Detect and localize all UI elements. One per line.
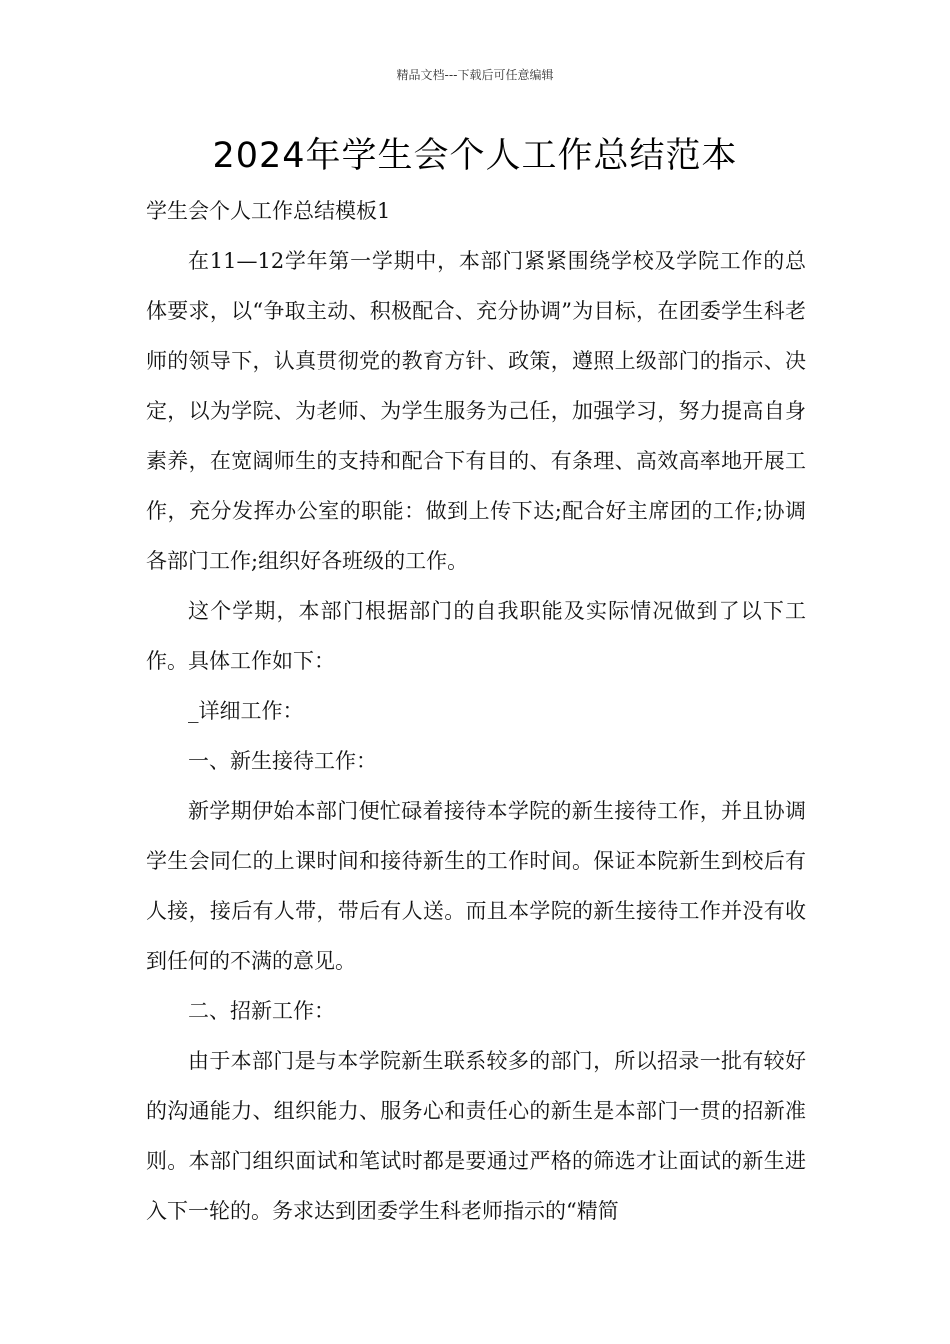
subtitle-paragraph: 学生会个人工作总结模板1 [146,199,391,223]
body-paragraph: 在11—12学年第一学期中，本部门紧紧围绕学校及学院工作的总体要求，以“争取主动、积极配合、充分协调”为目标，在团委学生科老师的领导下，认真贯彻党的教育方针、政策，遵照上级部门的指示、决定，以为学院、为老师、为学生服务为己任，加强学习，努力提高自身素养，在宽阔师生的支持和配合下有目的、有条理、高效高率地开展工作，充分发挥办公室的职能：做到上传下达;配合好主席团的工作;协调各部门工作;组织好各班级的工作。 [146,249,806,573]
document-title: 2024年学生会个人工作总结范本 [212,136,738,176]
section-heading: _详细工作： [188,699,304,723]
section-heading: 一、新生接待工作： [188,749,377,773]
page-header-note: 精品文档---下载后可任意编辑 [396,68,554,82]
section-heading: 二、招新工作： [188,999,335,1023]
body-paragraph: 新学期伊始本部门便忙碌着接待本学院的新生接待工作，并且协调学生会同仁的上课时间和接待新生的工作时间。保证本院新生到校后有人接，接后有人带，带后有人送。而且本学院的新生接待工作并没有收到任何的不满的意见。 [146,799,806,973]
document-body [146,186,806,1236]
body-paragraph: 这个学期，本部门根据部门的自我职能及实际情况做到了以下工作。具体工作如下： [146,599,806,673]
body-paragraph: 由于本部门是与本学院新生联系较多的部门，所以招录一批有较好的沟通能力、组织能力、服务心和责任心的新生是本部门一贯的招新准则。本部门组织面试和笔试时都是要通过严格的筛选才让面试的新生进入下一轮的。务求达到团委学生科老师指示的“精简 [146,1049,806,1223]
